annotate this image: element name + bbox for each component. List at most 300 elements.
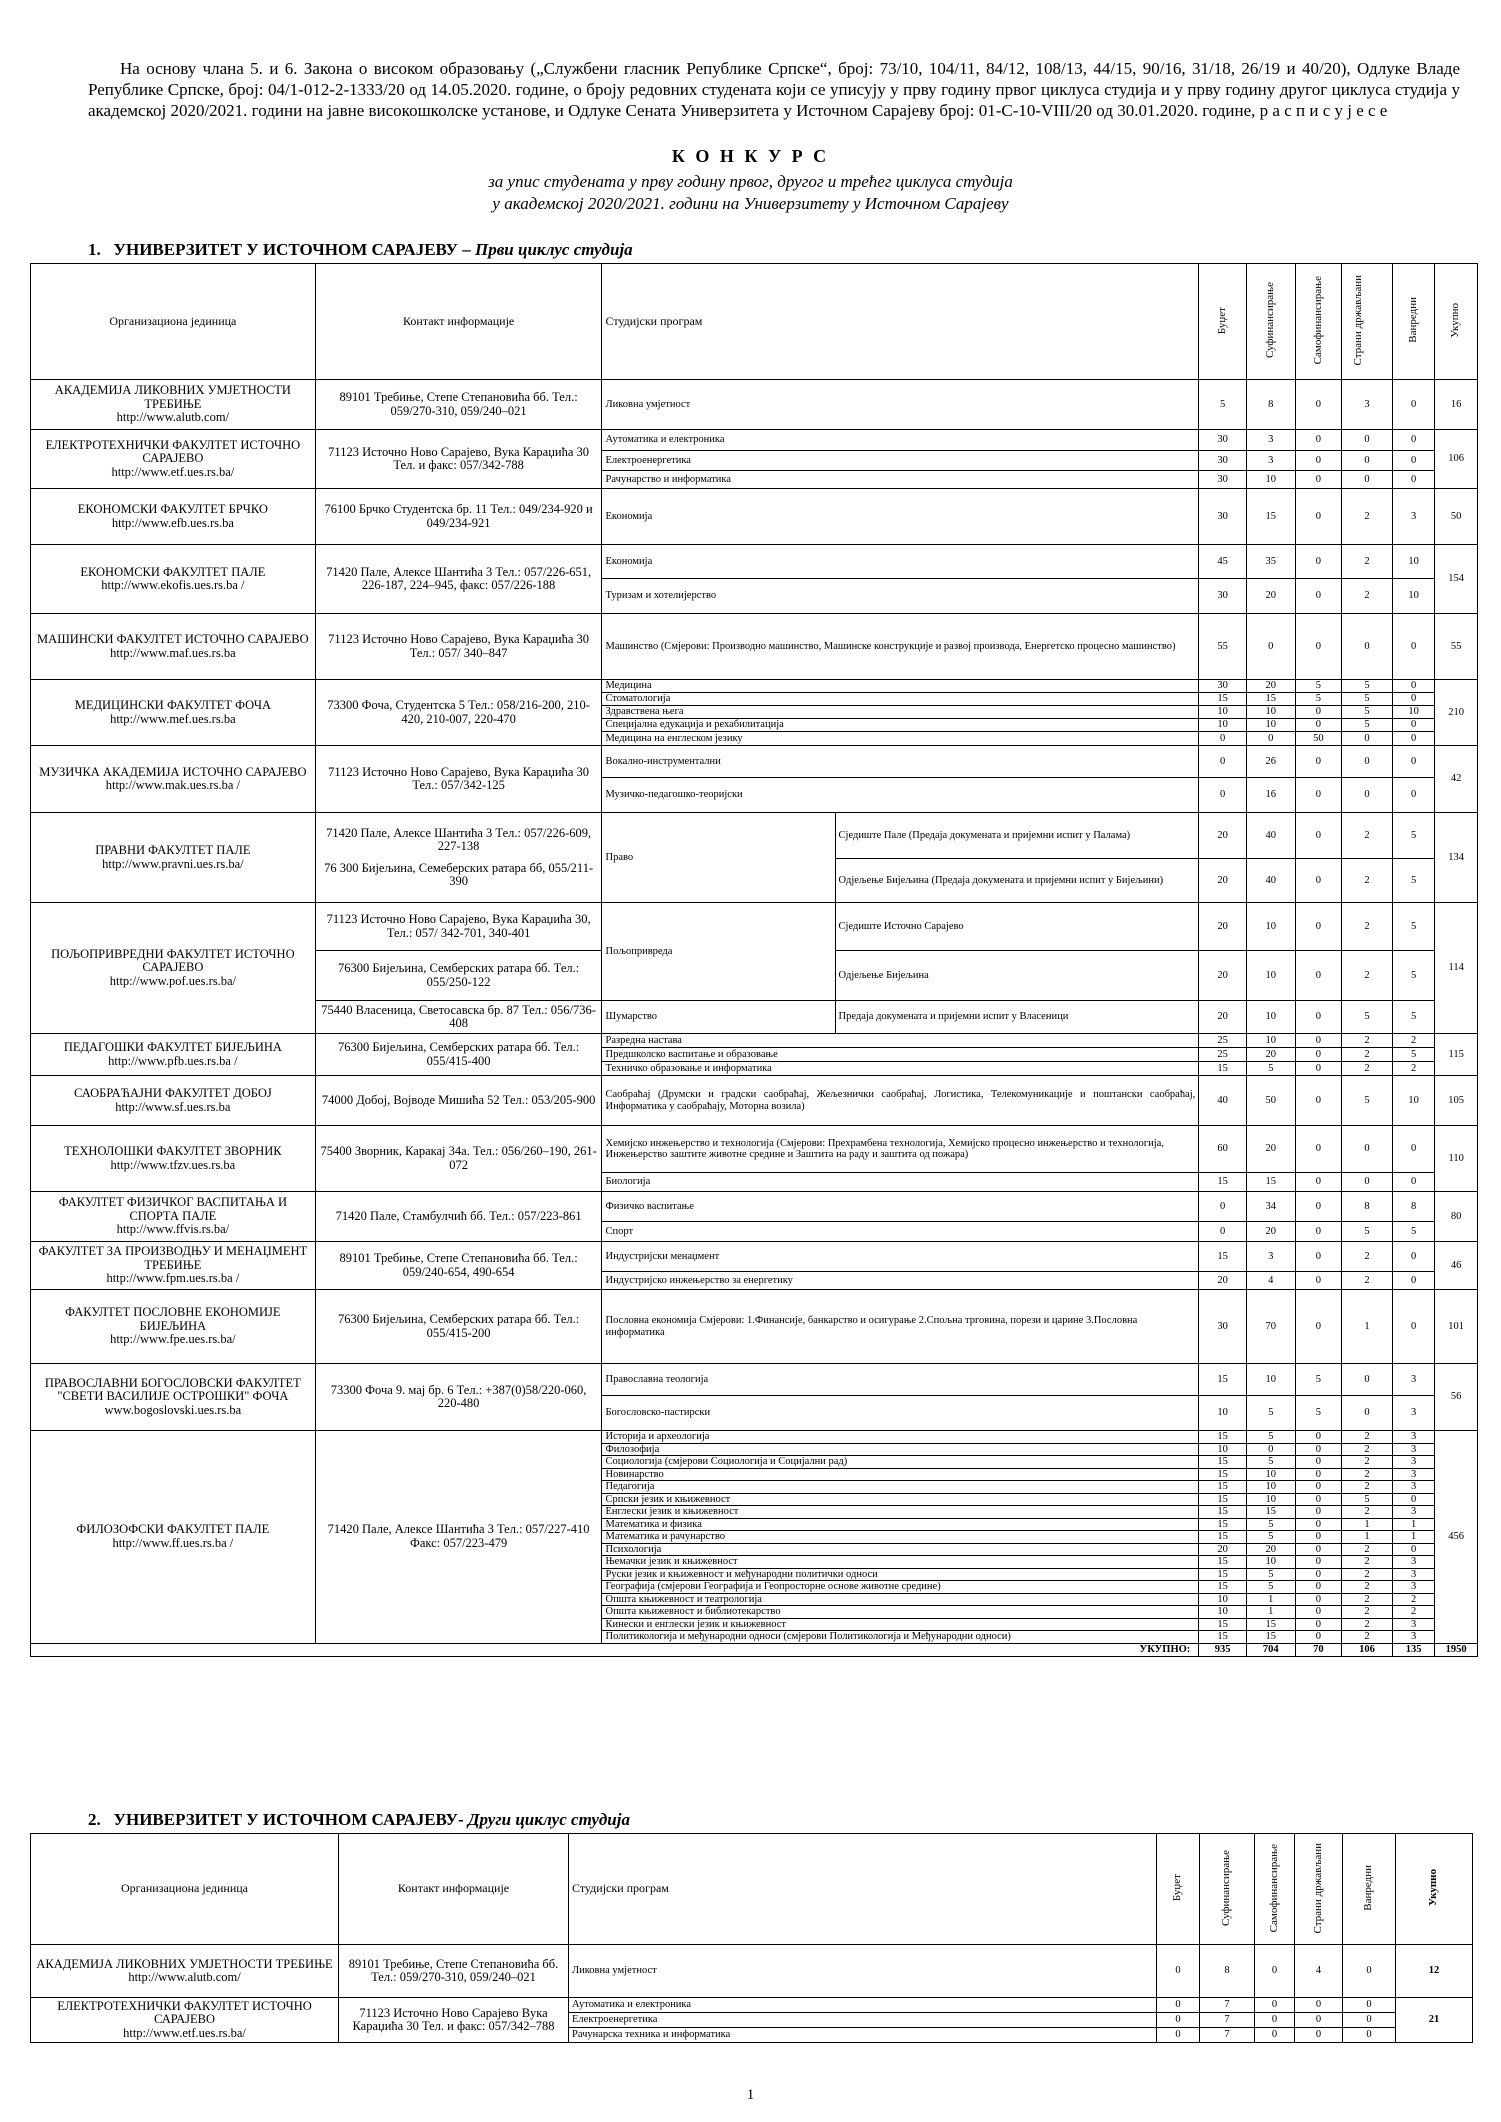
header-budget: Буџет [1215, 306, 1228, 334]
section-1-title: 1. УНИВЕРЗИТЕТ У ИСТОЧНОМ САРАЈЕВУ – Први циклус студија [88, 240, 633, 259]
value-cell: 20 [1199, 951, 1247, 1001]
value-cell: 0 [1295, 1618, 1342, 1631]
value-cell: 0 [1295, 778, 1342, 813]
unit-cell: ЕКОНОМСКИ ФАКУЛТЕТ ПАЛЕ http://www.ekofis.ues.rs.ba / [31, 545, 316, 614]
value-cell: 5 [1295, 1396, 1342, 1431]
value-cell: 0 [1295, 614, 1342, 680]
value-cell: 0 [1392, 680, 1435, 693]
table-row [31, 545, 1478, 579]
value-cell: 5 [1342, 719, 1393, 732]
value-cell: 15 [1199, 1556, 1247, 1569]
value-cell: 3 [1342, 380, 1393, 430]
value-cell: 0 [1295, 1606, 1342, 1619]
value-cell: 0 [1392, 1493, 1435, 1506]
contact-cell: 74000 Добој, Војводе Мишића 52 Тел.: 053/205-900 [315, 1076, 602, 1126]
value-cell: 30 [1199, 430, 1247, 451]
program-cell: Економија [602, 545, 1199, 579]
value-cell: 5 [1246, 1431, 1295, 1444]
value-cell: 8 [1246, 380, 1295, 430]
program-cell: Хемијско инжењерство и технологија (Смјерови: Прехрамбена технологија, Хемијско процесно инжењерство и технологија, Инжењерство заштите животне средине и Заштита на раду и заштита од пожара) [602, 1126, 1199, 1173]
value-cell: 10 [1246, 1481, 1295, 1494]
value-cell: 0 [1295, 1456, 1342, 1469]
value-cell: 10 [1392, 1076, 1435, 1126]
value-cell: 0 [1295, 1581, 1342, 1594]
value-cell: 0 [1199, 1222, 1247, 1242]
total-cell: 12 [1396, 1945, 1473, 1998]
value-cell: 3 [1392, 1456, 1435, 1469]
value-cell: 5 [1392, 813, 1435, 859]
header-self-financing: Самофинансирање [1267, 1843, 1280, 1932]
table-row [31, 813, 1478, 859]
value-cell: 2 [1342, 813, 1393, 859]
value-cell: 15 [1246, 1506, 1295, 1519]
contact-cell: 71123 Источно Ново Сарајево, Вука Караџића 30 Тел. и факс: 057/342-788 [315, 430, 602, 489]
value-cell: 45 [1199, 545, 1247, 579]
unit-cell: МЕДИЦИНСКИ ФАКУЛТЕТ ФОЧА http://www.mef.ues.rs.ba [31, 680, 316, 746]
contact-cell: 71420 Пале, Алексе Шантића 3 Тел.: 057/227-410 Факс: 057/223-479 [315, 1431, 602, 1644]
contact-cell: 71420 Пале, Алексе Шантића 3 Тел.: 057/226-651, 226-187, 224–945, факс: 057/226-188 [315, 545, 602, 614]
program-cell: Политикологија и међународни односи (смјерови Политикологија и Међународни односи) [602, 1631, 1199, 1644]
value-cell: 5 [1392, 1048, 1435, 1062]
value-cell: 2 [1342, 489, 1393, 545]
value-cell: 0 [1295, 706, 1342, 719]
value-cell: 10 [1199, 719, 1247, 732]
header-program: Студијски програм [602, 264, 1199, 380]
table-row [31, 1192, 1478, 1222]
contact-cell: 76300 Бијељина, Семберских ратара бб. Тел.: 055/415-400 [315, 1034, 602, 1076]
value-cell: 10 [1246, 903, 1295, 951]
contact-cell: 75440 Власеница, Светосавска бр. 87 Тел.: 056/736-408 [315, 1001, 602, 1034]
value-cell: 1 [1246, 1593, 1295, 1606]
contact-cell: 71420 Пале, Алексе Шантића 3 Тел.: 057/226-609, 227-138 76 300 Бијељина, Семеберских ратара бб, 055/211-390 [315, 813, 602, 903]
program-cell: Индустријско инжењерство за енергетику [602, 1272, 1199, 1290]
total-cell: 105 [1435, 1076, 1478, 1126]
table-row [31, 380, 1478, 430]
program-cell: Техничко образовање и информатика [602, 1062, 1199, 1076]
value-cell: 15 [1246, 1173, 1295, 1192]
value-cell: 40 [1246, 859, 1295, 903]
header-foreign-citizens: Страни држављани [1311, 1842, 1324, 1933]
total-cell: 46 [1435, 1242, 1478, 1290]
table-row [31, 1242, 1478, 1272]
total-value: 106 [1342, 1643, 1393, 1656]
value-cell: 2 [1342, 951, 1393, 1001]
contact-cell: 71123 Источно Ново Сарајево, Вука Караџића 30 Тел.: 057/ 340–847 [315, 614, 602, 680]
value-cell: 0 [1295, 1076, 1342, 1126]
value-cell: 7 [1200, 2013, 1255, 2028]
value-cell: 1 [1342, 1531, 1393, 1544]
contact-cell: 75400 Зворник, Каракај 34а. Тел.: 056/260–190, 261-072 [315, 1126, 602, 1192]
value-cell: 25 [1199, 1048, 1247, 1062]
value-cell: 0 [1343, 1945, 1396, 1998]
total-cell: 55 [1435, 614, 1478, 680]
value-cell: 4 [1295, 1945, 1343, 1998]
value-cell: 0 [1295, 1568, 1342, 1581]
unit-cell: ЕЛЕКТРОТЕХНИЧКИ ФАКУЛТЕТ ИСТОЧНО САРАЈЕВО http://www.etf.ues.rs.ba/ [31, 430, 316, 489]
value-cell: 40 [1199, 1076, 1247, 1126]
total-value: 70 [1295, 1643, 1342, 1656]
header-cofinancing: Суфинансирање [1263, 282, 1276, 359]
program-cell: Географија (смјерови Географија и Геопросторне основе животне средине) [602, 1581, 1199, 1594]
value-cell: 0 [1255, 1998, 1295, 2013]
value-cell: 2 [1342, 1556, 1393, 1569]
total-cell: 80 [1435, 1192, 1478, 1242]
program-cell: Социологија (смјерови Социологија и Социјални рад) [602, 1456, 1199, 1469]
value-cell: 30 [1199, 680, 1247, 693]
value-cell: 0 [1295, 1531, 1342, 1544]
value-cell: 1 [1246, 1606, 1295, 1619]
program-cell: Рачунарска техника и информатика [569, 2028, 1157, 2043]
value-cell: 3 [1392, 1468, 1435, 1481]
unit-cell: САОБРАЋАЈНИ ФАКУЛТЕТ ДОБОЈ http://www.sf.ues.rs.ba [31, 1076, 316, 1126]
value-cell: 0 [1392, 719, 1435, 732]
value-cell: 3 [1392, 1481, 1435, 1494]
value-cell: 2 [1342, 1593, 1393, 1606]
value-cell: 0 [1295, 746, 1342, 778]
program-cell: Аутоматика и електроника [569, 1998, 1157, 2013]
value-cell: 20 [1199, 1272, 1247, 1290]
value-cell: 0 [1295, 813, 1342, 859]
value-cell: 35 [1246, 545, 1295, 579]
value-cell: 0 [1246, 1443, 1295, 1456]
value-cell: 0 [1295, 1543, 1342, 1556]
value-cell: 10 [1199, 1396, 1247, 1431]
value-cell: 15 [1199, 1581, 1247, 1594]
value-cell: 15 [1199, 1493, 1247, 1506]
program-cell: Биологија [602, 1173, 1199, 1192]
total-cell: 154 [1435, 545, 1478, 614]
value-cell: 10 [1246, 1034, 1295, 1048]
grand-total: 1950 [1435, 1643, 1478, 1656]
contact-cell: 73300 Фоча, Студентска 5 Тел.: 058/216-200, 210-420, 210-007, 220-470 [315, 680, 602, 746]
value-cell: 0 [1392, 1126, 1435, 1173]
total-cell: 106 [1435, 430, 1478, 489]
program-cell: Стоматологија [602, 693, 1199, 706]
value-cell: 20 [1199, 859, 1247, 903]
table-row [31, 1364, 1478, 1396]
program-cell: Православна теологија [602, 1364, 1199, 1396]
total-value: 935 [1199, 1643, 1247, 1656]
header-contact: Контакт информације [339, 1834, 569, 1945]
value-cell: 10 [1246, 951, 1295, 1001]
value-cell: 15 [1199, 1481, 1247, 1494]
total-cell: 115 [1435, 1034, 1478, 1076]
value-cell: 15 [1199, 1242, 1247, 1272]
value-cell: 0 [1295, 1048, 1342, 1062]
value-cell: 0 [1295, 1001, 1342, 1034]
value-cell: 15 [1199, 1431, 1247, 1444]
value-cell: 0 [1157, 1998, 1200, 2013]
value-cell: 10 [1199, 1443, 1247, 1456]
program-cell: Спорт [602, 1222, 1199, 1242]
table-row [31, 489, 1478, 545]
value-cell: 5 [1392, 951, 1435, 1001]
value-cell: 5 [1342, 1222, 1393, 1242]
table-second-cycle [30, 1833, 1473, 2043]
value-cell: 5 [1342, 680, 1393, 693]
value-cell: 0 [1255, 2028, 1295, 2043]
program-cell: Вокално-инструментални [602, 746, 1199, 778]
value-cell: 10 [1246, 1493, 1295, 1506]
program-cell: Разредна настава [602, 1034, 1199, 1048]
value-cell: 10 [1246, 719, 1295, 732]
value-cell: 0 [1342, 778, 1393, 813]
total-cell: 210 [1435, 680, 1478, 746]
value-cell: 0 [1295, 1481, 1342, 1494]
value-cell: 0 [1199, 746, 1247, 778]
value-cell: 20 [1246, 1048, 1295, 1062]
value-cell: 0 [1295, 859, 1342, 903]
contact-cell: 71420 Пале, Стамбулчић бб. Тел.: 057/223-861 [315, 1192, 602, 1242]
header-unit: Организациона јединица [31, 264, 316, 380]
subprogram-cell: Сједиште Пале (Предаја докумената и пријемни испит у Палама) [835, 813, 1199, 859]
value-cell: 3 [1246, 1242, 1295, 1272]
value-cell: 5 [1246, 1531, 1295, 1544]
program-cell: Право [602, 813, 835, 903]
value-cell: 1 [1342, 1290, 1393, 1364]
program-cell: Специјална едукација и рехабилитација [602, 719, 1199, 732]
value-cell: 2 [1342, 903, 1393, 951]
contact-cell: 76300 Бијељина, Семберских ратара бб. Тел.: 055/250-122 [315, 951, 602, 1001]
value-cell: 0 [1199, 732, 1247, 746]
contact-cell: 71123 Источно Ново Сарајево Вука Караџића 30 Тел. и факс: 057/342–788 [339, 1998, 569, 2043]
value-cell: 70 [1246, 1290, 1295, 1364]
program-cell: Енглески језик и књижевност [602, 1506, 1199, 1519]
value-cell: 15 [1199, 1531, 1247, 1544]
program-cell: Аутоматика и електроника [602, 430, 1199, 451]
program-cell: Педагогија [602, 1481, 1199, 1494]
value-cell: 5 [1342, 706, 1393, 719]
table-row [31, 614, 1478, 680]
value-cell: 0 [1342, 471, 1393, 489]
value-cell: 30 [1199, 579, 1247, 614]
value-cell: 40 [1246, 813, 1295, 859]
value-cell: 0 [1295, 579, 1342, 614]
program-cell: Ликовна умјетност [569, 1945, 1157, 1998]
value-cell: 0 [1392, 614, 1435, 680]
table-row [31, 1431, 1478, 1444]
value-cell: 0 [1295, 2013, 1343, 2028]
unit-cell: ПОЉОПРИВРЕДНИ ФАКУЛТЕТ ИСТОЧНО САРАЈЕВО http://www.pof.ues.rs.ba/ [31, 903, 316, 1034]
contact-cell: 89101 Требиње, Степе Степановића бб. Тел.: 059/270-310, 059/240–021 [339, 1945, 569, 1998]
unit-cell: ФАКУЛТЕТ ФИЗИЧКОГ ВАСПИТАЊА И СПОРТА ПАЛЕ http://www.ffvis.rs.ba/ [31, 1192, 316, 1242]
program-cell: Пословна економија Смјерови: 1.Финансије, банкарство и осигурање 2.Спољна трговина, порези и царине 3.Пословна информатика [602, 1290, 1199, 1364]
value-cell: 1 [1392, 1518, 1435, 1531]
program-cell: Психологија [602, 1543, 1199, 1556]
value-cell: 2 [1342, 545, 1393, 579]
value-cell: 2 [1342, 1062, 1393, 1076]
value-cell: 3 [1392, 1618, 1435, 1631]
total-row [31, 1643, 1478, 1656]
unit-cell: МУЗИЧКА АКАДЕМИЈА ИСТОЧНО САРАЈЕВО http://www.mak.ues.rs.ba / [31, 746, 316, 813]
value-cell: 0 [1157, 2013, 1200, 2028]
value-cell: 15 [1246, 1618, 1295, 1631]
header-part-time: Ванредни [1362, 1864, 1375, 1911]
program-cell: Рачунарство и информатика [602, 471, 1199, 489]
value-cell: 3 [1392, 1568, 1435, 1581]
value-cell: 0 [1342, 1396, 1393, 1431]
value-cell: 0 [1392, 693, 1435, 706]
value-cell: 20 [1246, 1543, 1295, 1556]
program-cell: Математика и рачунарство [602, 1531, 1199, 1544]
value-cell: 5 [1295, 693, 1342, 706]
total-cell: 56 [1435, 1364, 1478, 1431]
subprogram-cell: Сједиште Источно Сарајево [835, 903, 1199, 951]
table-row [31, 1076, 1478, 1126]
value-cell: 2 [1342, 859, 1393, 903]
value-cell: 5 [1392, 859, 1435, 903]
total-cell: 134 [1435, 813, 1478, 903]
contact-cell: 76300 Бијељина, Семберских ратара бб. Тел.: 055/415-200 [315, 1290, 602, 1364]
value-cell: 5 [1246, 1062, 1295, 1076]
value-cell: 5 [1342, 1493, 1393, 1506]
page-number: 1 [746, 2087, 755, 2103]
value-cell: 0 [1295, 1272, 1342, 1290]
value-cell: 20 [1199, 813, 1247, 859]
value-cell: 0 [1295, 1556, 1342, 1569]
value-cell: 2 [1342, 1606, 1393, 1619]
total-value: 704 [1246, 1643, 1295, 1656]
value-cell: 5 [1246, 1518, 1295, 1531]
value-cell: 5 [1246, 1581, 1295, 1594]
value-cell: 30 [1199, 1290, 1247, 1364]
value-cell: 0 [1343, 1998, 1396, 2013]
value-cell: 10 [1246, 1001, 1295, 1034]
value-cell: 5 [1342, 1076, 1393, 1126]
value-cell: 0 [1295, 1443, 1342, 1456]
contact-cell: 71123 Источно Ново Сарајево, Вука Караџића 30, Тел.: 057/ 342-701, 340-401 [315, 903, 602, 951]
value-cell: 2 [1342, 1543, 1393, 1556]
value-cell: 0 [1295, 1631, 1342, 1644]
subprogram-cell: Одјељење Бијељина [835, 951, 1199, 1001]
total-label: УКУПНО: [31, 1643, 1199, 1656]
value-cell: 0 [1342, 430, 1393, 451]
value-cell: 16 [1246, 778, 1295, 813]
value-cell: 20 [1199, 1001, 1247, 1034]
value-cell: 0 [1295, 1506, 1342, 1519]
value-cell: 2 [1342, 1272, 1393, 1290]
program-cell: Медицина на енглеском језику [602, 732, 1199, 746]
value-cell: 0 [1295, 380, 1342, 430]
value-cell: 15 [1199, 1456, 1247, 1469]
value-cell: 3 [1246, 430, 1295, 451]
unit-cell: АКАДЕМИЈА ЛИКОВНИХ УМЈЕТНОСТИ ТРЕБИЊЕ http://www.alutb.com/ [31, 380, 316, 430]
value-cell: 0 [1295, 903, 1342, 951]
value-cell: 0 [1295, 430, 1342, 451]
value-cell: 5 [1392, 903, 1435, 951]
program-cell: Здравствена њега [602, 706, 1199, 719]
value-cell: 2 [1342, 1631, 1393, 1644]
value-cell: 10 [1199, 1593, 1247, 1606]
value-cell: 0 [1246, 614, 1295, 680]
program-cell: Општа књижевност и библиотекарство [602, 1606, 1199, 1619]
header-program: Студијски програм [569, 1834, 1157, 1945]
value-cell: 0 [1295, 1518, 1342, 1531]
value-cell: 3 [1392, 1396, 1435, 1431]
subtitle-line-1: за упис студената у прву годину првог, другог и трећег циклуса студија [488, 172, 1013, 191]
total-cell: 456 [1435, 1431, 1478, 1644]
value-cell: 2 [1342, 1481, 1393, 1494]
value-cell: 0 [1392, 778, 1435, 813]
value-cell: 2 [1342, 1568, 1393, 1581]
unit-cell: ФАКУЛТЕТ ПОСЛОВНЕ ЕКОНОМИЈЕ БИЈЕЉИНА http://www.fpe.ues.rs.ba/ [31, 1290, 316, 1364]
header-part-time: Ванредни [1406, 297, 1419, 344]
unit-cell: АКАДЕМИЈА ЛИКОВНИХ УМЈЕТНОСТИ ТРЕБИЊЕ http://www.alutb.com/ [31, 1945, 339, 1998]
program-cell: Медицина [602, 680, 1199, 693]
value-cell: 0 [1295, 951, 1342, 1001]
unit-cell: ПРАВНИ ФАКУЛТЕТ ПАЛЕ http://www.pravni.ues.rs.ba/ [31, 813, 316, 903]
table-row [31, 903, 1478, 951]
unit-cell: ЕЛЕКТРОТЕХНИЧКИ ФАКУЛТЕТ ИСТОЧНО САРАЈЕВО http://www.etf.ues.rs.ba/ [31, 1998, 339, 2043]
value-cell: 0 [1295, 1468, 1342, 1481]
program-cell: Математика и физика [602, 1518, 1199, 1531]
program-cell: Историја и археологија [602, 1431, 1199, 1444]
value-cell: 0 [1157, 1945, 1200, 1998]
value-cell: 0 [1392, 746, 1435, 778]
total-cell: 16 [1435, 380, 1478, 430]
value-cell: 10 [1392, 545, 1435, 579]
value-cell: 3 [1392, 1556, 1435, 1569]
value-cell: 10 [1392, 579, 1435, 614]
value-cell: 2 [1342, 579, 1393, 614]
value-cell: 0 [1295, 1431, 1342, 1444]
value-cell: 7 [1200, 1998, 1255, 2013]
value-cell: 4 [1246, 1272, 1295, 1290]
value-cell: 15 [1199, 1618, 1247, 1631]
value-cell: 5 [1295, 1364, 1342, 1396]
value-cell: 55 [1199, 614, 1247, 680]
value-cell: 2 [1342, 1443, 1393, 1456]
program-cell: Руски језик и књижевност и међународни политички односи [602, 1568, 1199, 1581]
value-cell: 2 [1342, 1468, 1393, 1481]
total-cell: 50 [1435, 489, 1478, 545]
value-cell: 0 [1342, 1173, 1393, 1192]
value-cell: 0 [1295, 451, 1342, 471]
table-row [31, 1126, 1478, 1173]
table-first-cycle [30, 263, 1478, 1657]
value-cell: 2 [1342, 1506, 1393, 1519]
value-cell: 15 [1199, 1468, 1247, 1481]
program-cell: Саобраћај (Друмски и градски саобраћај, Жељезнички саобраћај, Логистика, Телекомуникације и поштански саобраћај, Информатика у саобраћају, Моторна возила) [602, 1076, 1199, 1126]
table-row [31, 1998, 1473, 2013]
table-header-row [31, 1834, 1473, 1945]
value-cell: 0 [1392, 1272, 1435, 1290]
value-cell: 2 [1342, 1048, 1393, 1062]
value-cell: 0 [1295, 1493, 1342, 1506]
value-cell: 2 [1392, 1593, 1435, 1606]
value-cell: 60 [1199, 1126, 1247, 1173]
value-cell: 0 [1392, 1242, 1435, 1272]
value-cell: 0 [1392, 732, 1435, 746]
unit-cell: МАШИНСКИ ФАКУЛТЕТ ИСТОЧНО САРАЈЕВО http://www.maf.ues.rs.ba [31, 614, 316, 680]
value-cell: 5 [1392, 1222, 1435, 1242]
program-cell: Електроенергетика [602, 451, 1199, 471]
table-row [31, 430, 1478, 451]
value-cell: 5 [1295, 680, 1342, 693]
value-cell: 15 [1246, 693, 1295, 706]
value-cell: 0 [1295, 1242, 1342, 1272]
total-cell: 110 [1435, 1126, 1478, 1192]
value-cell: 15 [1199, 1568, 1247, 1581]
value-cell: 3 [1392, 489, 1435, 545]
value-cell: 3 [1392, 1631, 1435, 1644]
unit-cell: ЕКОНОМСКИ ФАКУЛТЕТ БРЧКО http://www.efb.ues.rs.ba [31, 489, 316, 545]
value-cell: 5 [1246, 1568, 1295, 1581]
value-cell: 26 [1246, 746, 1295, 778]
contact-cell: 89101 Требиње, Степе Степановића бб. Тел.: 059/270-310, 059/240–021 [315, 380, 602, 430]
program-cell: Музичко-педагошко-теоријски [602, 778, 1199, 813]
program-cell: Предшколско васпитање и образовање [602, 1048, 1199, 1062]
